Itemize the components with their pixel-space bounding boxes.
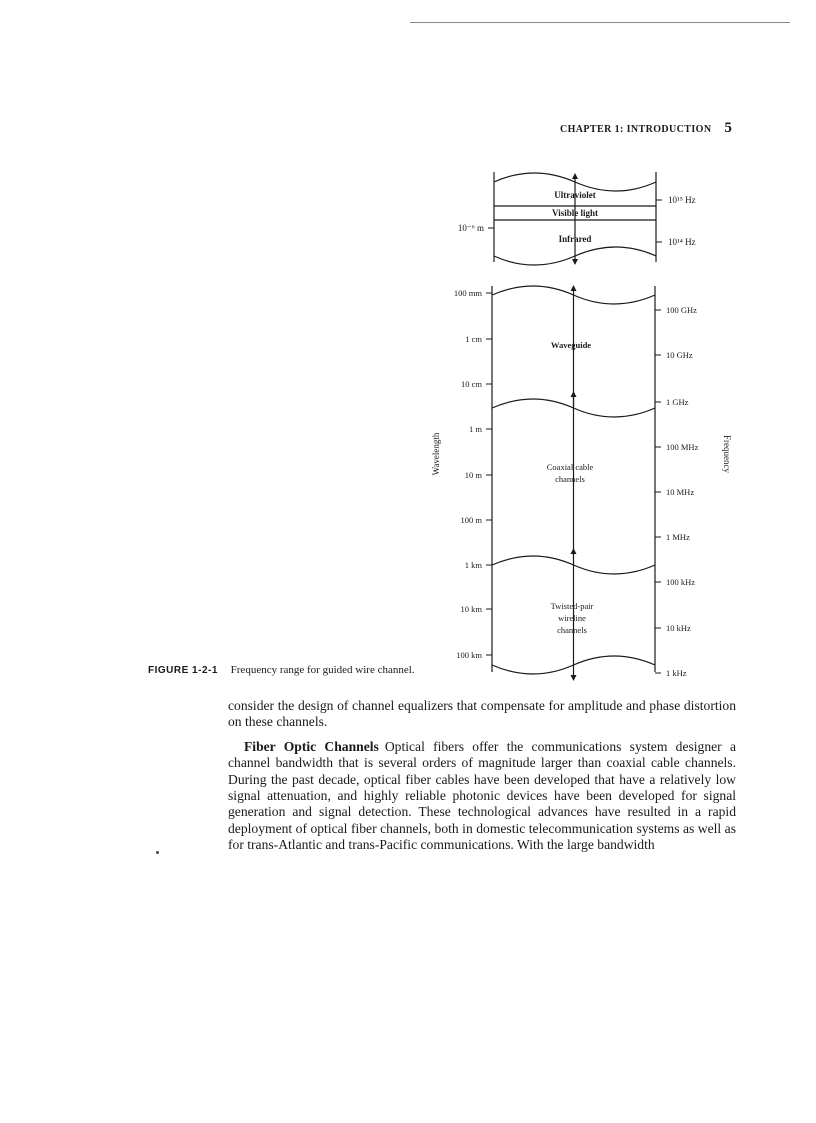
band-coaxial-line-2: channels bbox=[555, 474, 585, 484]
frequency-tick-4: 100 MHz bbox=[666, 442, 699, 452]
page-number: 5 bbox=[724, 120, 733, 136]
band-infrared: Infrared bbox=[558, 234, 592, 244]
paragraph-1: consider the design of channel equalizers that compensate for amplitude and phase distortion on these channels. bbox=[228, 698, 736, 730]
top-frequency-label-2: 10¹⁴ Hz bbox=[668, 237, 696, 247]
frequency-tick-2: 10 GHz bbox=[666, 350, 693, 360]
frequency-tick-1: 100 GHz bbox=[666, 305, 697, 315]
running-head-section: INTRODUCTION bbox=[626, 124, 712, 135]
frequency-tick-7: 100 kHz bbox=[666, 577, 696, 587]
run-in-heading: Fiber Optic Channels bbox=[244, 738, 379, 754]
figure-caption-text: Frequency range for guided wire channel. bbox=[230, 664, 415, 676]
wavelength-tick-8: 10 km bbox=[460, 604, 482, 614]
paragraph-2 bbox=[228, 739, 736, 854]
running-head-chapter: CHAPTER 1: bbox=[560, 124, 624, 135]
band-ultraviolet: Ultraviolet bbox=[554, 190, 596, 200]
wavelength-axis-title: Wavelength bbox=[431, 432, 441, 476]
wavelength-tick-7: 1 km bbox=[464, 560, 482, 570]
paragraph-2-text: Optical fibers offer the communications system designer a channel bandwidth that is several orders of magnitude larger than coaxial cable channels. During the past decade, optical fiber cables have been developed that have a relatively low signal attenuation, and highly reliable photonic devices have been developed for signal generation and signal detection. These technological advances have resulted in a rapid deployment of optical fiber channels, both in domestic telecommunication systems as well as for trans-Atlantic and trans-Pacific communications. With the large bandwidth bbox=[228, 738, 736, 853]
frequency-tick-6: 1 MHz bbox=[666, 532, 690, 542]
figure-label: FIGURE 1-2-1 bbox=[148, 665, 218, 676]
frequency-tick-8: 10 kHz bbox=[666, 623, 691, 633]
band-coaxial-line-1: Coaxial cable bbox=[546, 462, 594, 472]
frequency-tick-3: 1 GHz bbox=[666, 397, 689, 407]
wavelength-tick-3: 10 cm bbox=[460, 379, 482, 389]
top-frequency-label-1: 10¹⁵ Hz bbox=[668, 195, 696, 205]
wavelength-tick-5: 10 m bbox=[464, 470, 482, 480]
top-box bbox=[494, 172, 656, 265]
band-twisted-line-3: channels bbox=[557, 625, 587, 635]
band-twisted-line-1: Twisted-pair bbox=[550, 601, 594, 611]
wavelength-tick-1: 100 mm bbox=[453, 288, 482, 298]
band-waveguide: Waveguide bbox=[550, 340, 592, 350]
frequency-axis-title: Frequency bbox=[722, 435, 732, 473]
band-visible-light: Visible light bbox=[552, 208, 598, 218]
frequency-tick-5: 10 MHz bbox=[666, 487, 695, 497]
stray-dot bbox=[156, 851, 159, 854]
wavelength-tick-4: 1 m bbox=[469, 424, 482, 434]
top-wavelength-label: 10⁻⁶ m bbox=[457, 223, 484, 233]
body-text bbox=[228, 698, 736, 862]
wavelength-tick-6: 100 m bbox=[460, 515, 482, 525]
band-twisted-line-2: wireline bbox=[558, 613, 586, 623]
figure-caption bbox=[148, 664, 415, 676]
wavelength-tick-2: 1 cm bbox=[465, 334, 482, 344]
wavelength-tick-9: 100 km bbox=[456, 650, 482, 660]
frequency-tick-9: 1 kHz bbox=[666, 668, 687, 678]
